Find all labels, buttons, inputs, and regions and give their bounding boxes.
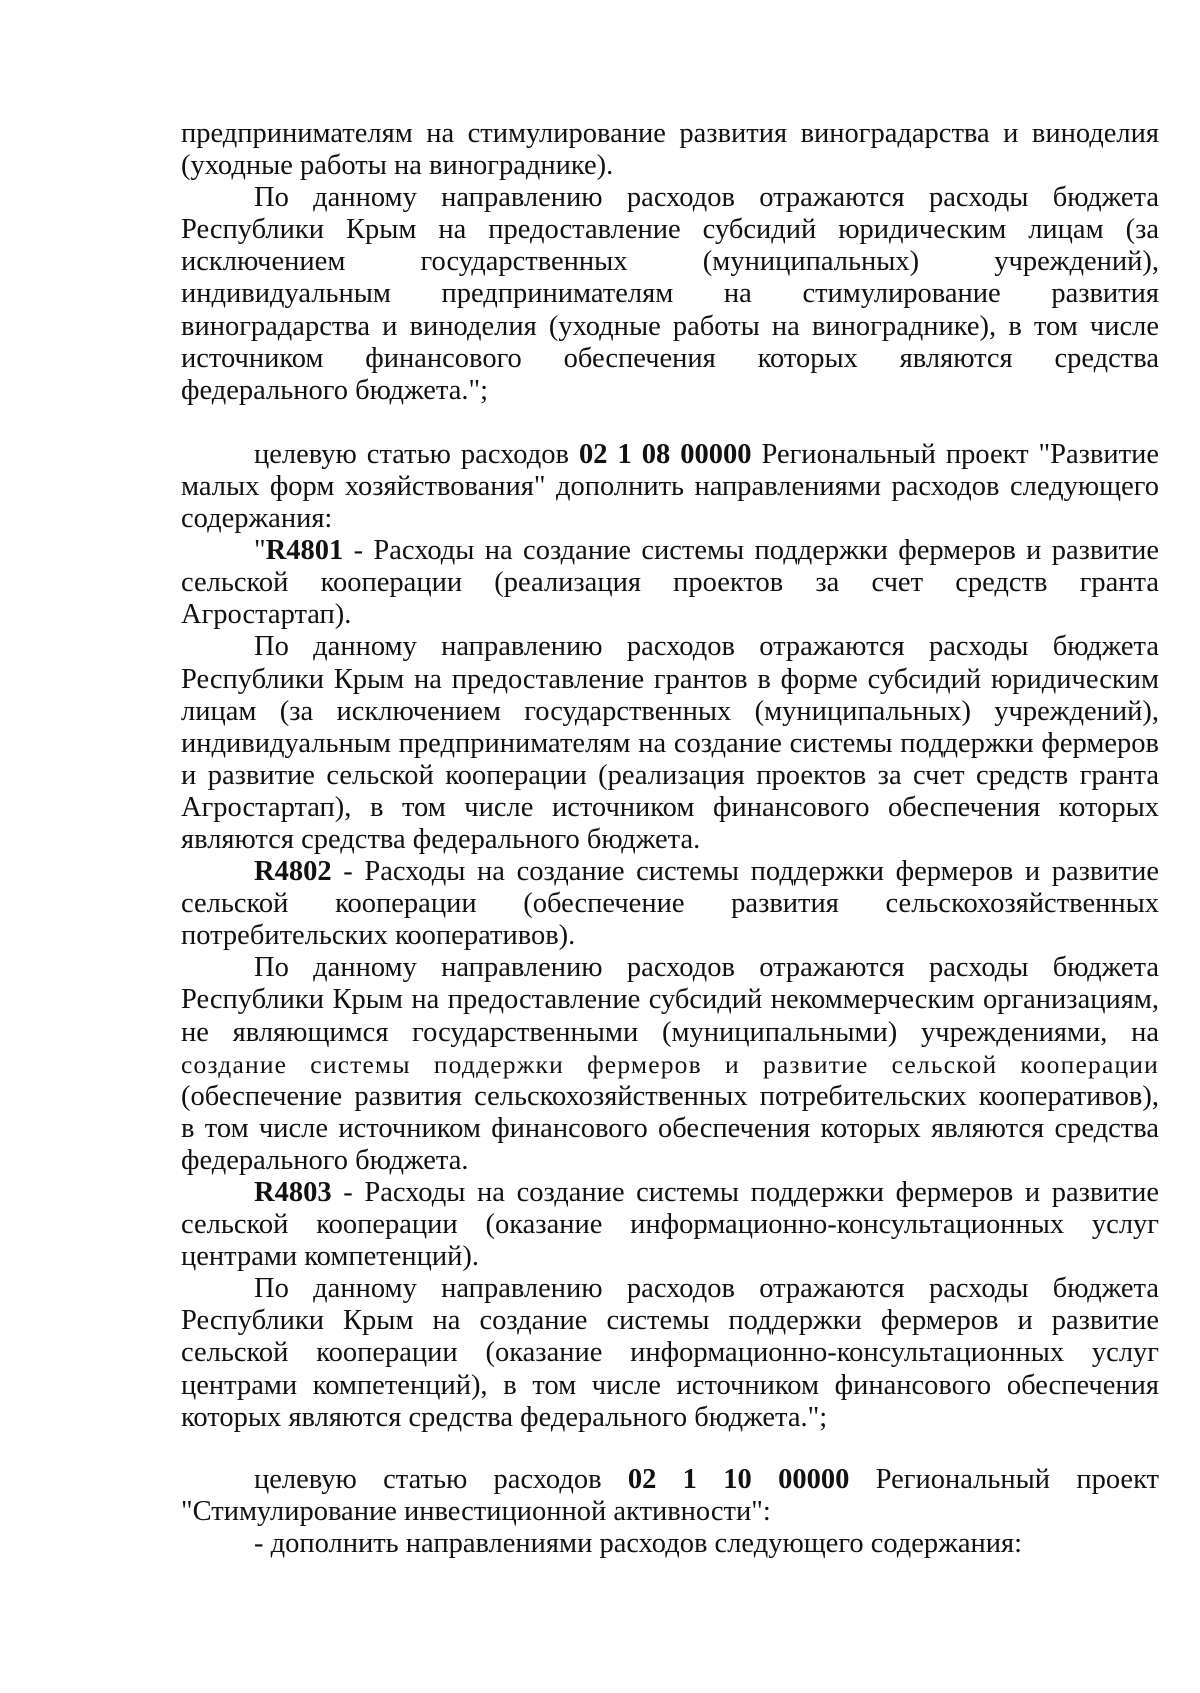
paragraph-5: По данному направлению расходов отражаются расходы бюджета Республики Крым на предоставление грантов в форме субсидий юридическим лицам (за исключением государственных (муниципальных) учреждений), индивидуальным предпринимателям на создание системы поддержки фермеров и развитие сельской кооперации (реализация проектов за счет средств гранта Агростартап), в том числе источником финансового обеспечения которых являются средства федерального бюджета.	[181, 631, 1159, 855]
paragraph-7-c: (обеспечение развития сельскохозяйственных потребительских кооперативов), в том числе источником финансового обеспечения которых являются средства федерального бюджета.	[181, 1080, 1159, 1176]
open-quote: "	[254, 535, 266, 567]
direction-code-r4801: R4801	[265, 535, 344, 567]
direction-code-r4803: R4803	[254, 1177, 332, 1208]
paragraph-11: - дополнить направлениями расходов следующего содержания:	[254, 1527, 1023, 1559]
paragraph-10-pre: целевую статью расходов	[254, 1463, 628, 1495]
paragraph-10-post: Региональный проект "Стимулирование инвестиционной активности":	[181, 1463, 1160, 1527]
paragraph-2: По данному направлению расходов отражаются расходы бюджета Республики Крым на предоставление субсидий юридическим лицам (за исключением государственных (муниципальных) учреждений), индивидуальным предпринимателям на стимулирование развития виноградарства и виноделия (уходные работы на винограднике), в том числе источником финансового обеспечения которых являются средства федерального бюджета.";	[181, 182, 1159, 406]
paragraph-3	[181, 439, 1159, 535]
paragraph-1: предпринимателям на стимулирование развития виноградарства и виноделия (уходные работы на винограднике).	[181, 118, 1159, 182]
paragraph-6-post: - Расходы на создание системы поддержки фермеров и развитие сельской кооперации (обеспечение развития сельскохозяйственных потребительских кооперативов).	[181, 856, 1159, 952]
paragraph-9: По данному направлению расходов отражаются расходы бюджета Республики Крым на создание системы поддержки фермеров и развитие сельской кооперации (оказание информационно-консультационных услуг центрами компетенций), в том числе источником финансового обеспечения которых являются средства федерального бюджета.";	[181, 1273, 1159, 1433]
paragraph-10	[181, 1464, 1159, 1528]
paragraph-7-a: По данному направлению расходов отражаются расходы бюджета Республики Крым на предоставление субсидий некоммерческим организациям, не являющимся государственными (муниципальными) учреждениями, на	[181, 952, 1159, 1048]
direction-code-r4802: R4802	[254, 856, 332, 888]
paragraph-3-post: Региональный проект "Развитие малых форм хозяйствования" дополнить направлениями расходов следующего содержания:	[181, 438, 1159, 535]
paragraph-7-b: создание системы поддержки фермеров и развитие сельской кооперации	[181, 1049, 1159, 1079]
document-page	[181, 118, 1159, 1560]
paragraph-3-pre: целевую статью расходов	[254, 438, 579, 470]
paragraph-4-post: - Расходы на создание системы поддержки фермеров и развитие сельской кооперации (реализация проектов за счет средств гранта Агростартап).	[181, 535, 1159, 631]
paragraph-8	[181, 1177, 1159, 1273]
budget-code-021100: 02 1 10 00000	[627, 1463, 850, 1495]
budget-code-021080: 02 1 08 00000	[578, 438, 752, 470]
paragraph-6	[181, 856, 1159, 952]
paragraph-8-post: - Расходы на создание системы поддержки фермеров и развитие сельской кооперации (оказание информационно-консультационных услуг центрами компетенций).	[181, 1177, 1159, 1273]
paragraph-7	[181, 952, 1159, 1177]
paragraph-4	[181, 535, 1159, 631]
